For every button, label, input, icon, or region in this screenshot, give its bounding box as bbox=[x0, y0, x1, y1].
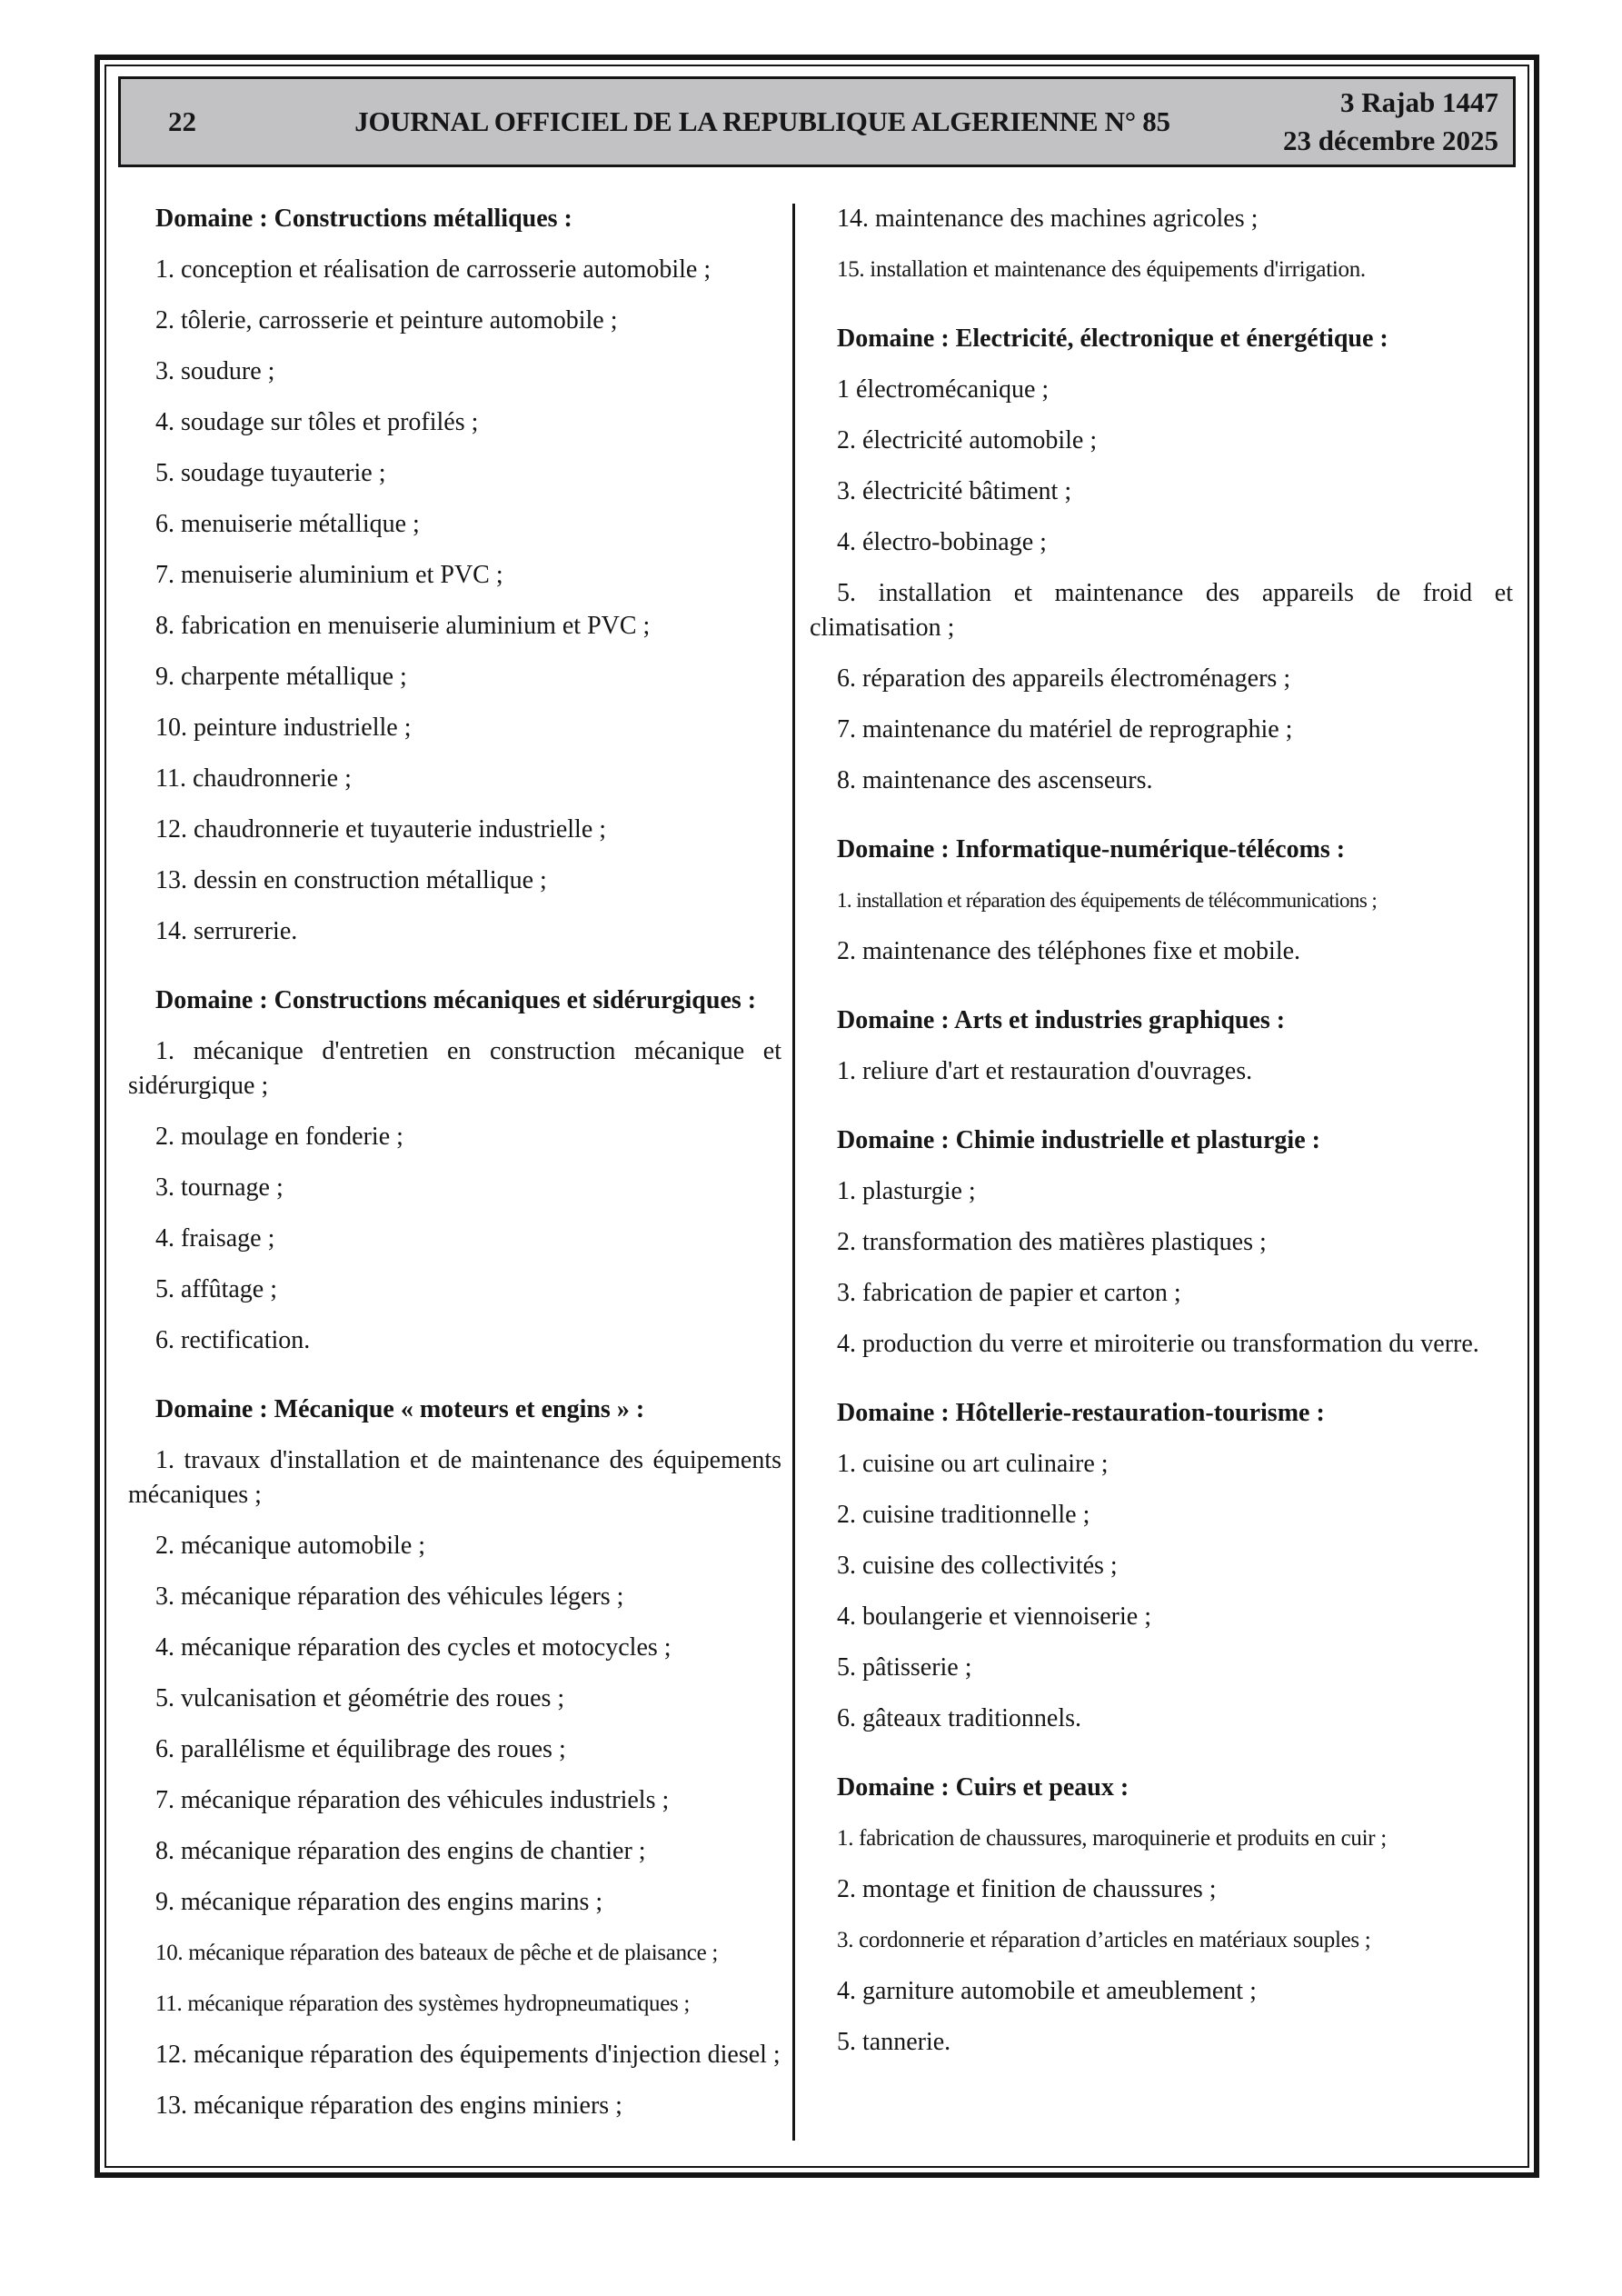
list-item: 3. fabrication de papier et carton ; bbox=[837, 1279, 1181, 1307]
list-item: 3. soudure ; bbox=[155, 357, 275, 385]
list-item: 4. production du verre et miroiterie ou transformation du verre. bbox=[837, 1330, 1479, 1358]
list-item: 7. maintenance du matériel de reprographie ; bbox=[837, 715, 1293, 744]
list-item: 10. peinture industrielle ; bbox=[155, 714, 412, 742]
list-item: 5. affûtage ; bbox=[155, 1275, 277, 1303]
domain-heading: Domaine : Constructions métalliques : bbox=[155, 205, 572, 233]
date-gregorian: 23 décembre 2025 bbox=[1282, 125, 1498, 156]
list-item: 2. électricité automobile ; bbox=[837, 426, 1098, 454]
list-item: 1. cuisine ou art culinaire ; bbox=[837, 1450, 1109, 1478]
list-item: 11. chaudronnerie ; bbox=[155, 764, 352, 793]
page-content bbox=[106, 167, 1527, 2166]
header-band bbox=[118, 76, 1516, 167]
list-item: 5. soudage tuyauterie ; bbox=[155, 459, 386, 487]
domain-heading: Domaine : Mécanique « moteurs et engins » : bbox=[155, 1395, 645, 1423]
list-item: 6. parallélisme et équilibrage des roues ; bbox=[155, 1735, 566, 1763]
list-item: 3. tournage ; bbox=[155, 1173, 284, 1202]
list-item: 1. conception et réalisation de carrosserie automobile ; bbox=[155, 255, 711, 284]
domain-heading: Domaine : Arts et industries graphiques : bbox=[837, 1006, 1286, 1034]
list-item: 5. installation et maintenance des appareils de froid et climatisation ; bbox=[810, 579, 1513, 642]
list-item: 6. menuiserie métallique ; bbox=[155, 510, 420, 538]
column-left bbox=[106, 167, 792, 2166]
list-item: 4. mécanique réparation des cycles et motocycles ; bbox=[155, 1633, 672, 1662]
list-item: 10. mécanique réparation des bateaux de pêche et de plaisance ; bbox=[155, 1941, 718, 1965]
list-item: 1. reliure d'art et restauration d'ouvrages. bbox=[837, 1057, 1253, 1085]
list-item: 5. vulcanisation et géométrie des roues ; bbox=[155, 1684, 565, 1712]
list-item: 4. électro-bobinage ; bbox=[837, 528, 1047, 556]
list-item: 2. montage et finition de chaussures ; bbox=[837, 1875, 1217, 1903]
list-item: 1. fabrication de chaussures, maroquinerie et produits en cuir ; bbox=[837, 1826, 1387, 1851]
domain-heading: Domaine : Informatique-numérique-télécoms : bbox=[837, 835, 1346, 863]
list-item: 3. cuisine des collectivités ; bbox=[837, 1552, 1118, 1580]
domain-heading: Domaine : Constructions mécaniques et sidérurgiques : bbox=[155, 986, 757, 1014]
header-dates bbox=[1249, 84, 1513, 160]
list-item: 2. cuisine traditionnelle ; bbox=[837, 1501, 1090, 1529]
list-item: 6. réparation des appareils électroménagers ; bbox=[837, 664, 1291, 693]
list-item: 2. maintenance des téléphones fixe et mobile. bbox=[837, 937, 1301, 965]
list-item: 7. menuiserie aluminium et PVC ; bbox=[155, 561, 503, 589]
list-item: 1 électromécanique ; bbox=[837, 375, 1050, 404]
domain-heading: Domaine : Electricité, électronique et énergétique : bbox=[837, 324, 1388, 353]
list-item: 8. mécanique réparation des engins de chantier ; bbox=[155, 1837, 646, 1865]
list-item: 4. garniture automobile et ameublement ; bbox=[837, 1977, 1257, 2005]
page-frame bbox=[95, 55, 1539, 2178]
list-item: 12. mécanique réparation des équipements d'injection diesel ; bbox=[155, 2041, 781, 2069]
list-item: 3. mécanique réparation des véhicules légers ; bbox=[155, 1582, 624, 1611]
list-item: 3. cordonnerie et réparation d’articles en matériaux souples ; bbox=[837, 1928, 1371, 1952]
page-number: 22 bbox=[168, 105, 196, 137]
date-hijri: 3 Rajab 1447 bbox=[1340, 86, 1498, 118]
list-item: 7. mécanique réparation des véhicules industriels ; bbox=[155, 1786, 670, 1814]
column-right bbox=[795, 167, 1527, 2166]
list-item: 13. dessin en construction métallique ; bbox=[155, 866, 547, 894]
list-item: 15. installation et maintenance des équipements d'irrigation. bbox=[837, 257, 1366, 282]
list-item: 11. mécanique réparation des systèmes hydropneumatiques ; bbox=[155, 1992, 691, 2016]
domain-heading: Domaine : Hôtellerie-restauration-tourisme : bbox=[837, 1399, 1325, 1427]
list-item: 1. travaux d'installation et de maintenance des équipements mécaniques ; bbox=[128, 1446, 781, 1509]
list-item: 4. fraisage ; bbox=[155, 1224, 275, 1253]
list-item: 8. fabrication en menuiserie aluminium et PVC ; bbox=[155, 612, 651, 640]
list-item: 6. gâteaux traditionnels. bbox=[837, 1704, 1082, 1732]
list-item: 12. chaudronnerie et tuyauterie industrielle ; bbox=[155, 815, 607, 844]
list-item: 9. mécanique réparation des engins marins ; bbox=[155, 1888, 603, 1916]
domain-heading: Domaine : Cuirs et peaux : bbox=[837, 1773, 1129, 1802]
list-item: 1. mécanique d'entretien en construction mécanique et sidérurgique ; bbox=[128, 1037, 781, 1100]
list-item: 1. installation et réparation des équipements de télécommunications ; bbox=[837, 889, 1378, 912]
domain-heading: Domaine : Chimie industrielle et plasturgie : bbox=[837, 1126, 1320, 1154]
list-item: 2. tôlerie, carrosserie et peinture automobile ; bbox=[155, 306, 618, 334]
list-item: 2. mécanique automobile ; bbox=[155, 1532, 426, 1560]
list-item: 4. soudage sur tôles et profilés ; bbox=[155, 408, 479, 436]
list-item: 5. tannerie. bbox=[837, 2028, 951, 2056]
list-item: 6. rectification. bbox=[155, 1326, 311, 1354]
list-item: 13. mécanique réparation des engins miniers ; bbox=[155, 2091, 622, 2120]
list-item: 14. maintenance des machines agricoles ; bbox=[837, 205, 1259, 233]
journal-title: JOURNAL OFFICIEL DE LA REPUBLIQUE ALGERIENNE N° 85 bbox=[354, 105, 1170, 137]
page-frame-inner bbox=[104, 65, 1529, 2168]
list-item: 4. boulangerie et viennoiserie ; bbox=[837, 1602, 1151, 1631]
list-item: 8. maintenance des ascenseurs. bbox=[837, 766, 1153, 794]
list-item: 2. transformation des matières plastiques ; bbox=[837, 1228, 1267, 1256]
list-item: 14. serrurerie. bbox=[155, 917, 298, 945]
list-item: 5. pâtisserie ; bbox=[837, 1653, 972, 1682]
list-item: 1. plasturgie ; bbox=[837, 1177, 976, 1205]
list-item: 9. charpente métallique ; bbox=[155, 663, 407, 691]
list-item: 3. électricité bâtiment ; bbox=[837, 477, 1072, 505]
list-item: 2. moulage en fonderie ; bbox=[155, 1123, 403, 1151]
